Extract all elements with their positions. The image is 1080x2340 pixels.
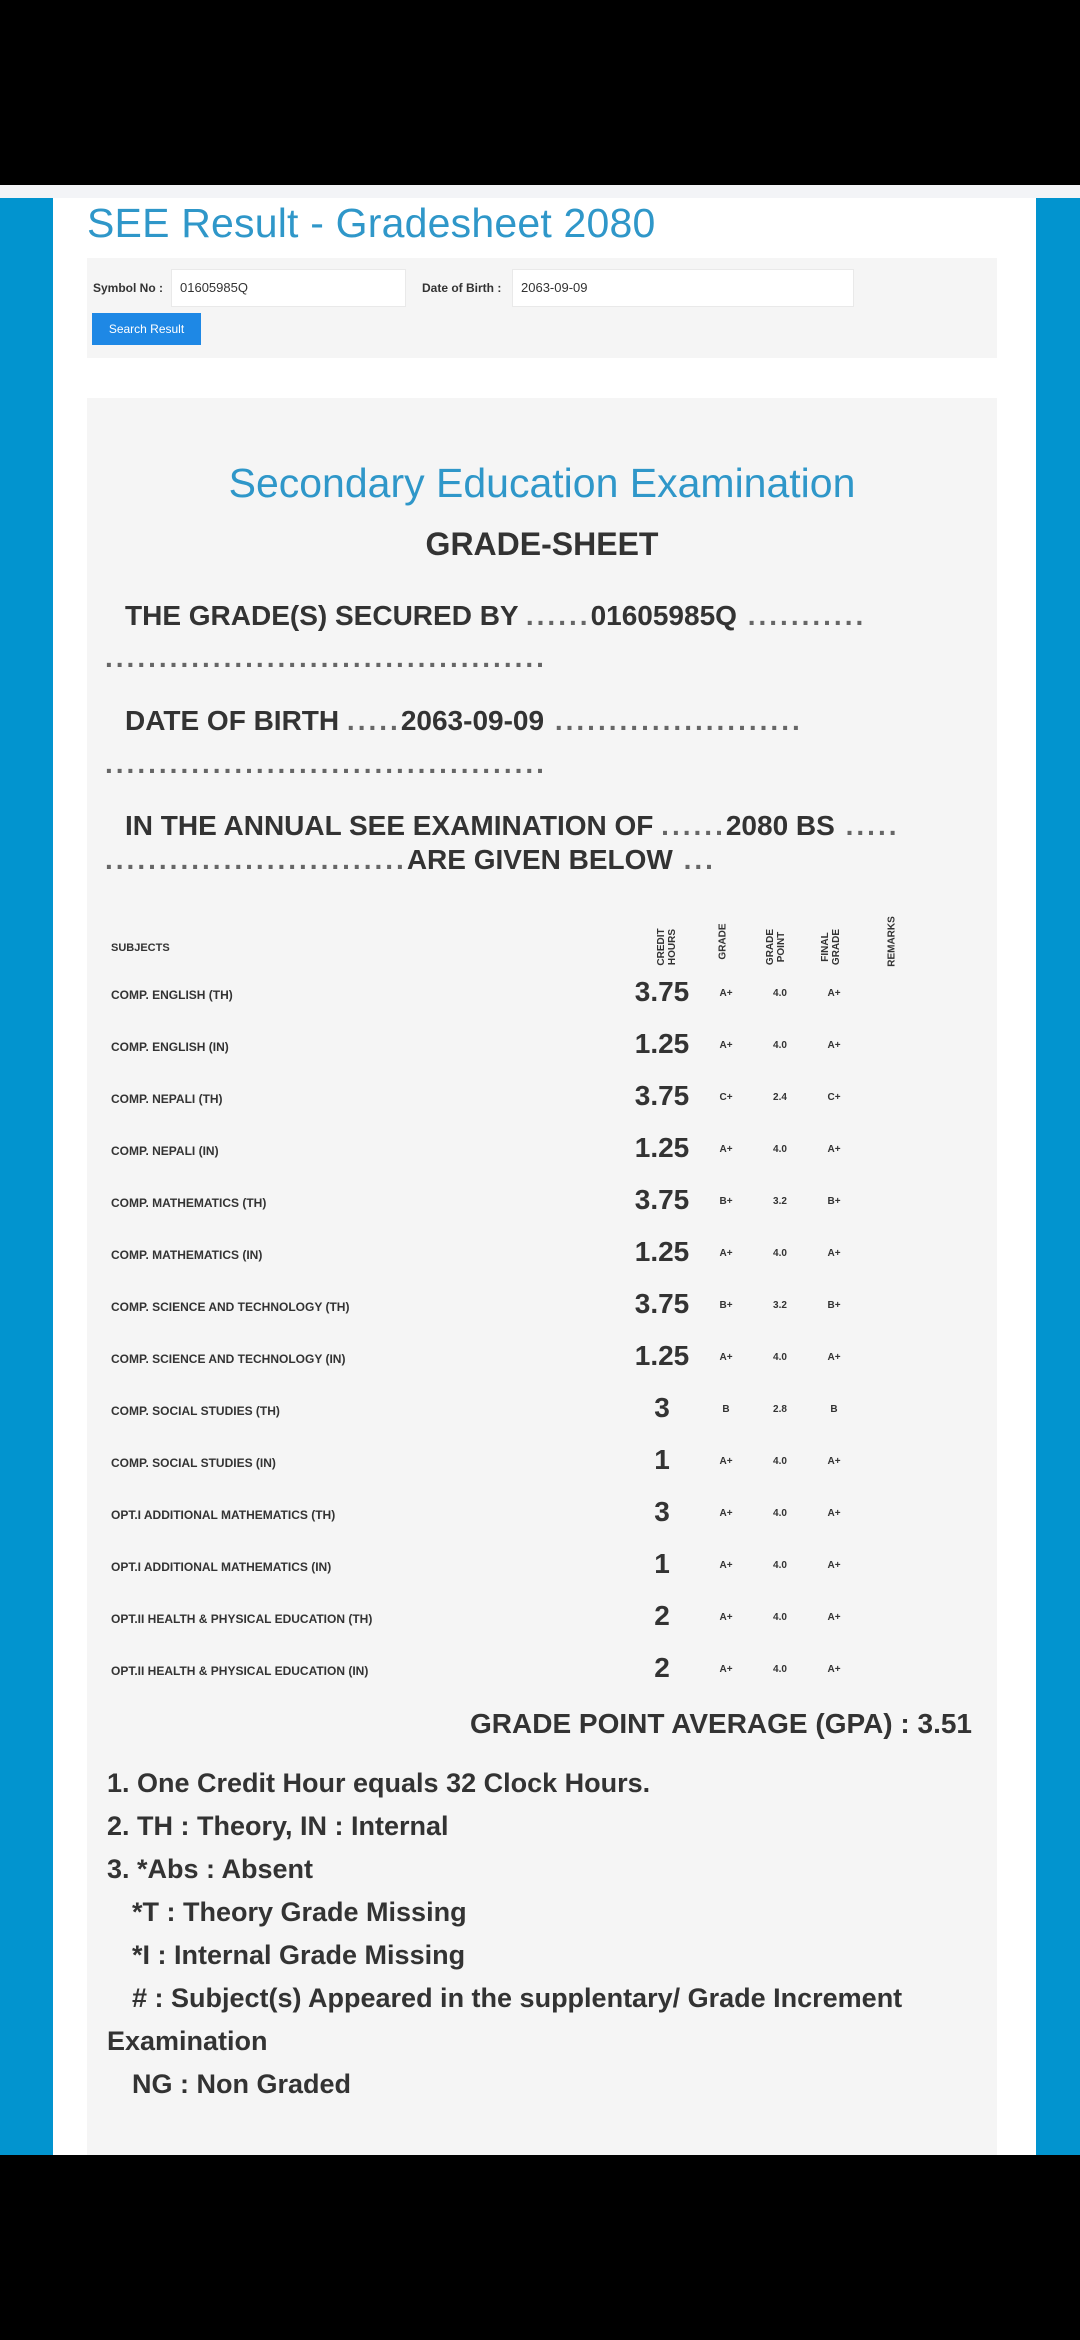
grade-cell: B xyxy=(722,1404,730,1415)
table-row xyxy=(87,968,997,1020)
final-grade-cell: B xyxy=(830,1404,838,1415)
final-grade-cell: A+ xyxy=(827,1456,841,1467)
browser-strip xyxy=(0,185,1080,198)
header-credit-hours: CREDIT HOURS xyxy=(656,928,678,966)
note-1: 1. One Credit Hour equals 32 Clock Hours. xyxy=(107,1768,651,1798)
credit-hours-cell: 1.25 xyxy=(634,1132,690,1163)
status-bar-area xyxy=(0,0,1080,185)
grade-point-cell: 4.0 xyxy=(773,1248,787,1259)
table-row xyxy=(87,1436,997,1488)
grade-cell: B+ xyxy=(719,1196,733,1207)
final-grade-cell: A+ xyxy=(827,1664,841,1675)
grade-cell: A+ xyxy=(719,1560,733,1571)
final-grade-cell: A+ xyxy=(827,1560,841,1571)
grade-point-cell: 4.0 xyxy=(773,988,787,999)
exam-title: Secondary Education Examination xyxy=(228,460,856,506)
credit-hours-cell: 2 xyxy=(654,1652,670,1683)
final-grade-cell: A+ xyxy=(827,1352,841,1363)
subject-cell: COMP. MATHEMATICS (IN) xyxy=(111,1248,263,1262)
final-grade-cell: A+ xyxy=(827,1508,841,1519)
grade-point-cell: 3.2 xyxy=(773,1300,787,1311)
table-row xyxy=(87,1020,997,1072)
credit-hours-cell: 3 xyxy=(654,1496,670,1527)
final-grade-cell: A+ xyxy=(827,1248,841,1259)
dob-value: 2063-09-09 xyxy=(400,705,545,736)
grade-cell: A+ xyxy=(719,988,733,999)
table-row xyxy=(87,1332,997,1384)
note-3b: *I : Internal Grade Missing xyxy=(132,1940,466,1970)
exam-year: 2080 BS xyxy=(725,810,835,841)
subject-cell: COMP. ENGLISH (TH) xyxy=(111,988,233,1002)
credit-hours-cell: 3.75 xyxy=(634,1184,690,1215)
grade-point-cell: 2.8 xyxy=(773,1404,787,1415)
credit-hours-cell: 1 xyxy=(654,1548,670,1579)
dob-input[interactable]: 2063-09-09 xyxy=(512,269,854,307)
grade-cell: A+ xyxy=(719,1248,733,1259)
secured-by-line: THE GRADE(S) SECURED BY ......01605985Q ........... xyxy=(125,600,867,631)
grade-cell: A+ xyxy=(719,1144,733,1155)
grade-sheet-heading: GRADE-SHEET xyxy=(425,526,659,562)
subject-cell: COMP. SOCIAL STUDIES (IN) xyxy=(111,1456,276,1470)
subject-cell: OPT.II HEALTH & PHYSICAL EDUCATION (TH) xyxy=(111,1612,373,1626)
table-row xyxy=(87,1488,997,1540)
header-remarks: REMARKS xyxy=(886,916,898,967)
search-form xyxy=(87,258,997,358)
credit-hours-cell: 1.25 xyxy=(634,1028,690,1059)
navigation-bar-area xyxy=(0,2155,1080,2340)
grade-cell: B+ xyxy=(719,1300,733,1311)
grade-point-cell: 4.0 xyxy=(773,1612,787,1623)
search-result-button[interactable]: Search Result xyxy=(92,313,201,345)
symbol-label: Symbol No : xyxy=(93,281,164,295)
final-grade-cell: B+ xyxy=(827,1196,841,1207)
grade-point-cell: 4.0 xyxy=(773,1560,787,1571)
credit-hours-cell: 3.75 xyxy=(634,976,690,1007)
note-3c: # : Subject(s) Appeared in the supplentary/ Grade Increment xyxy=(132,1983,903,2013)
credit-hours-cell: 1 xyxy=(654,1444,670,1475)
credit-hours-cell: 2 xyxy=(654,1600,670,1631)
grade-cell: A+ xyxy=(719,1664,733,1675)
table-row xyxy=(87,1540,997,1592)
grade-point-cell: 4.0 xyxy=(773,1456,787,1467)
header-grade: GRADE xyxy=(717,923,729,960)
header-subjects: SUBJECTS xyxy=(111,942,170,954)
subject-cell: OPT.I ADDITIONAL MATHEMATICS (TH) xyxy=(111,1508,336,1522)
dob-line: DATE OF BIRTH .....2063-09-09 ....................... xyxy=(125,705,803,736)
table-row xyxy=(87,1592,997,1644)
header-grade-point: GRADE POINT xyxy=(765,928,787,966)
dob-label: Date of Birth : xyxy=(422,281,502,295)
final-grade-cell: A+ xyxy=(827,1612,841,1623)
given-below: ARE GIVEN BELOW xyxy=(406,844,673,875)
grade-point-cell: 4.0 xyxy=(773,1352,787,1363)
grade-point-cell: 3.2 xyxy=(773,1196,787,1207)
gpa-line: GRADE POINT AVERAGE (GPA) : 3.51 xyxy=(470,1708,972,1739)
dob-prefix: DATE OF BIRTH xyxy=(125,705,340,736)
subject-cell: OPT.II HEALTH & PHYSICAL EDUCATION (IN) xyxy=(111,1664,369,1678)
subject-cell: COMP. MATHEMATICS (TH) xyxy=(111,1196,267,1210)
subject-cell: COMP. SCIENCE AND TECHNOLOGY (IN) xyxy=(111,1352,346,1366)
table-row xyxy=(87,1644,997,1696)
note-3c-cont: Examination xyxy=(107,2026,268,2056)
grade-point-cell: 2.4 xyxy=(773,1092,787,1103)
exam-prefix: IN THE ANNUAL SEE EXAMINATION OF xyxy=(125,810,654,841)
grade-cell: C+ xyxy=(719,1092,733,1103)
secured-by-value: 01605985Q xyxy=(590,600,737,631)
credit-hours-cell: 3.75 xyxy=(634,1080,690,1111)
table-row xyxy=(87,1124,997,1176)
grade-cell: A+ xyxy=(719,1352,733,1363)
final-grade-cell: A+ xyxy=(827,1144,841,1155)
subject-cell: COMP. NEPALI (TH) xyxy=(111,1092,223,1106)
grade-cell: A+ xyxy=(719,1612,733,1623)
grade-cell: A+ xyxy=(719,1040,733,1051)
credit-hours-cell: 3 xyxy=(654,1392,670,1423)
grade-sheet: Secondary Education Examination GRADE-SHEET THE GRADE(S) SECURED BY ......01605985Q ........... ......................................... DATE OF BIRTH .....2063-09-09 ....................... ......................................... IN THE ANNUAL SEE EXAMINATION OF ......2080 BS ..... ............................ARE GIVEN BELOW ... SUBJECTS CREDIT HOURS GRADE GRADE POINT FINAL GRADE REMARKS COMP. ENGLISH (TH) 3.75 A+ 4.0 A+ COMP. ENGLISH (IN) 1.25 A+ 4.0 A+ COMP. NEPALI (TH) 3.75 C+ 2.4 C+ COMP. NEPALI (IN) 1.25 A+ 4.0 A+ COMP. MATHEMATICS (TH) 3.75 B+ 3.2 B+ COMP. MATHEMATICS (IN) 1.25 A+ 4.0 A+ COMP. SCIENCE AND TECHNOLOGY (TH) 3.75 B+ 3.2 B+ COMP. SCIENCE AND TECHNOLOGY (IN) 1.25 A+ 4.0 A+ COMP. SOCIAL STUDIES (TH) 3 B 2.8 B COMP. SOCIAL STUDIES (IN) 1 A+ 4.0 A+ OPT.I ADDITIONAL MATHEMATICS (TH) 3 A+ 4.0 A+ OPT.I ADDITIONAL MATHEMATICS (IN) 1 A+ 4.0 A+ OPT.II HEALTH & PHYSICAL EDUCATION (TH) 2 A+ 4.0 A+ OPT.II HEALTH & PHYSICAL EDUCATION (IN) 2 A+ 4.0 A+ GRADE POINT AVERAGE (GPA) : 3.51 1. One Credit Hour equals 32 Clock Hours. 2. TH : Theory, IN : Internal 3. *Abs : Absent *T : Theory Grade Missing *I : Internal Grade Missing # : Subject(s) Appeared in the supplentary/ Grade Increment Examination NG : Non Graded xyxy=(87,398,997,2155)
subject-cell: COMP. SCIENCE AND TECHNOLOGY (TH) xyxy=(111,1300,350,1314)
header-final-grade: FINAL GRADE xyxy=(820,928,842,966)
credit-hours-cell: 3.75 xyxy=(634,1288,690,1319)
table-row xyxy=(87,1176,997,1228)
result-card xyxy=(53,198,1036,2155)
final-grade-cell: A+ xyxy=(827,1040,841,1051)
table-row xyxy=(87,1280,997,1332)
note-3a: *T : Theory Grade Missing xyxy=(132,1897,467,1927)
subject-cell: COMP. ENGLISH (IN) xyxy=(111,1040,229,1054)
grade-point-cell: 4.0 xyxy=(773,1508,787,1519)
grade-point-cell: 4.0 xyxy=(773,1664,787,1675)
subject-cell: COMP. SOCIAL STUDIES (TH) xyxy=(111,1404,280,1418)
credit-hours-cell: 1.25 xyxy=(634,1236,690,1267)
table-row xyxy=(87,1384,997,1436)
subject-cell: COMP. NEPALI (IN) xyxy=(111,1144,219,1158)
note-2: 2. TH : Theory, IN : Internal xyxy=(107,1811,449,1841)
page-viewport[interactable] xyxy=(0,198,1080,2155)
credit-hours-cell: 1.25 xyxy=(634,1340,690,1371)
symbol-input[interactable]: 01605985Q xyxy=(171,269,406,307)
secured-by-prefix: THE GRADE(S) SECURED BY xyxy=(125,600,519,631)
page-title: SEE Result - Gradesheet 2080 xyxy=(87,200,656,246)
table-row xyxy=(87,1228,997,1280)
grade-point-cell: 4.0 xyxy=(773,1144,787,1155)
table-row xyxy=(87,1072,997,1124)
note-3: 3. *Abs : Absent xyxy=(107,1854,314,1884)
grade-cell: A+ xyxy=(719,1456,733,1467)
grade-cell: A+ xyxy=(719,1508,733,1519)
grade-point-cell: 4.0 xyxy=(773,1040,787,1051)
final-grade-cell: B+ xyxy=(827,1300,841,1311)
final-grade-cell: A+ xyxy=(827,988,841,999)
note-3d: NG : Non Graded xyxy=(132,2069,352,2099)
exam-line: IN THE ANNUAL SEE EXAMINATION OF ......2080 BS ..... xyxy=(125,810,900,841)
subject-cell: OPT.I ADDITIONAL MATHEMATICS (IN) xyxy=(111,1560,332,1574)
final-grade-cell: C+ xyxy=(827,1092,841,1103)
